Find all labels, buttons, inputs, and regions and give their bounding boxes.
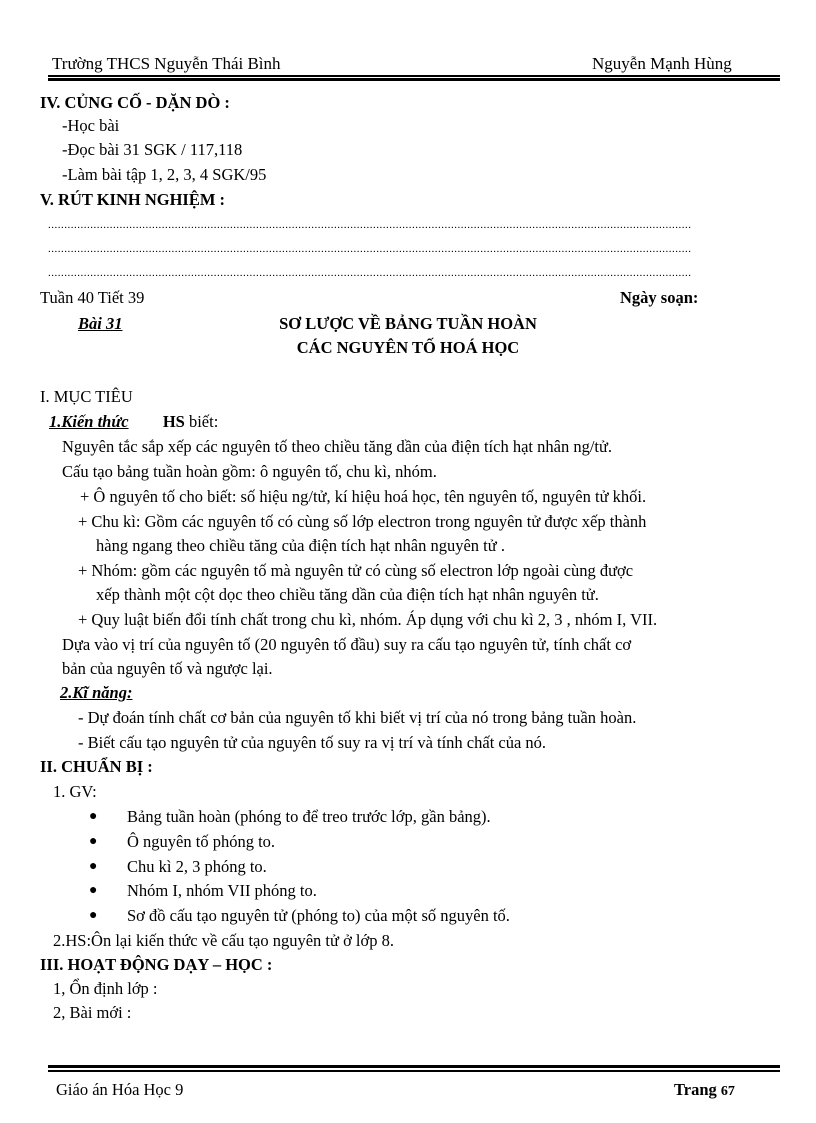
bullet-icon: ● <box>89 809 98 824</box>
homework-item: -Đọc bài 31 SGK / 117,118 <box>62 140 243 159</box>
preparation-heading: II. CHUẨN BỊ : <box>40 757 153 776</box>
lesson-title-line2: CÁC NGUYÊN TỐ HOÁ HỌC <box>296 338 520 357</box>
knowledge-intro: biết: <box>184 412 219 431</box>
date-label: Ngày soạn: <box>620 288 699 307</box>
dotted-line: ...................................................................................................................................................................................................... <box>48 267 692 279</box>
homework-item: -Làm bài tập 1, 2, 3, 4 SGK/95 <box>62 165 267 184</box>
knowledge-label: 1.Kiến thức <box>49 412 129 431</box>
gv-item: Chu kì 2, 3 phóng to. <box>127 857 267 876</box>
objective-line: bản của nguyên tố và ngược lại. <box>62 659 273 678</box>
objective-line: + Quy luật biến đổi tính chất trong chu kì, nhóm. Áp dụng với chu kì 2, 3 , nhóm I, VII. <box>78 610 658 629</box>
objective-line: Cấu tạo bảng tuần hoàn gồm: ô nguyên tố, chu kì, nhóm. <box>62 462 437 481</box>
footer-rule-thin <box>48 1070 780 1072</box>
week-period <box>40 286 144 311</box>
gv-item: Ô nguyên tố phóng to. <box>127 832 276 851</box>
homework-item: -Học bài <box>62 116 120 135</box>
activity-item: 2, Bài mới : <box>53 1003 132 1022</box>
gv-item: Nhóm I, nhóm VII phóng to. <box>127 881 317 900</box>
section-v-heading: V. RÚT KINH NGHIỆM : <box>40 190 226 209</box>
dotted-line: ...................................................................................................................................................................................................... <box>48 219 692 231</box>
header-rule-thin <box>48 75 780 77</box>
page-number: 67 <box>720 1084 735 1099</box>
header-author: Nguyễn Mạnh Hùng <box>592 54 732 73</box>
hs-preparation: 2.HS:Ôn lại kiến thức về cấu tạo nguyên tử ở lớp 8. <box>53 931 394 950</box>
objective-line: Dựa vào vị trí của nguyên tố (20 nguyên tố đầu) suy ra cấu tạo nguyên tử, tính chất cơ <box>62 635 632 654</box>
bullet-icon: ● <box>89 908 98 923</box>
hs-label: HS <box>162 412 185 431</box>
footer-rule-thick <box>48 1065 780 1068</box>
bullet-icon: ● <box>89 883 98 898</box>
footer-subject: Giáo án Hóa Học 9 <box>56 1080 184 1099</box>
objective-line: xếp thành một cột dọc theo chiều tăng dần của điện tích hạt nhân nguyên tử. <box>96 585 599 604</box>
skills-label: 2.Kĩ năng: <box>60 683 133 702</box>
objective-line: + Nhóm: gồm các nguyên tố mà nguyên tử có cùng số electron lớp ngoài cùng được <box>78 561 634 580</box>
objective-line: + Chu kì: Gồm các nguyên tố có cùng số lớp electron trong nguyên tử được xếp thành <box>78 512 647 531</box>
bullet-icon: ● <box>89 834 98 849</box>
gv-item: Bảng tuần hoàn (phóng to để treo trước lớp, gần bảng). <box>127 807 491 826</box>
lesson-title-line1: SƠ LƯỢC VỀ BẢNG TUẦN HOÀN <box>279 314 537 333</box>
header-school: Trường THCS Nguyễn Thái Bình <box>52 54 281 73</box>
objective-line: Nguyên tắc sắp xếp các nguyên tố theo chiều tăng dần của điện tích hạt nhân ng/tử. <box>62 437 613 456</box>
skill-line: - Dự đoán tính chất cơ bản của nguyên tố khi biết vị trí của nó trong bảng tuần hoàn. <box>78 708 637 727</box>
bullet-icon: ● <box>89 859 98 874</box>
gv-item: Sơ đồ cấu tạo nguyên tử (phóng to) của một số nguyên tố. <box>127 906 510 925</box>
dotted-line: ...................................................................................................................................................................................................... <box>48 243 692 255</box>
objectives-heading: I. MỤC TIÊU <box>40 387 133 406</box>
objective-line: + Ô nguyên tố cho biết: số hiệu ng/tử, kí hiệu hoá học, tên nguyên tố, nguyên tử khối. <box>80 487 647 506</box>
page-label: Trang <box>674 1080 717 1099</box>
lesson-number: Bài 31 <box>78 314 123 333</box>
activity-item: 1, Ổn định lớp : <box>53 979 158 998</box>
objective-line: hàng ngang theo chiều tăng của điện tích hạt nhân nguyên tử . <box>96 536 505 555</box>
activities-heading: III. HOẠT ĐỘNG DẠY – HỌC : <box>40 955 273 974</box>
skill-line: - Biết cấu tạo nguyên tử của nguyên tố suy ra vị trí và tính chất của nó. <box>78 733 547 752</box>
header-rule-thick <box>48 78 780 81</box>
week-period-text: Tuần 40 Tiết 39 <box>40 288 145 307</box>
knowledge-row <box>49 410 218 435</box>
footer-page <box>674 1078 735 1105</box>
gv-label: 1. GV: <box>53 782 97 801</box>
section-iv-heading: IV. CỦNG CỐ - DẶN DÒ : <box>40 93 230 112</box>
